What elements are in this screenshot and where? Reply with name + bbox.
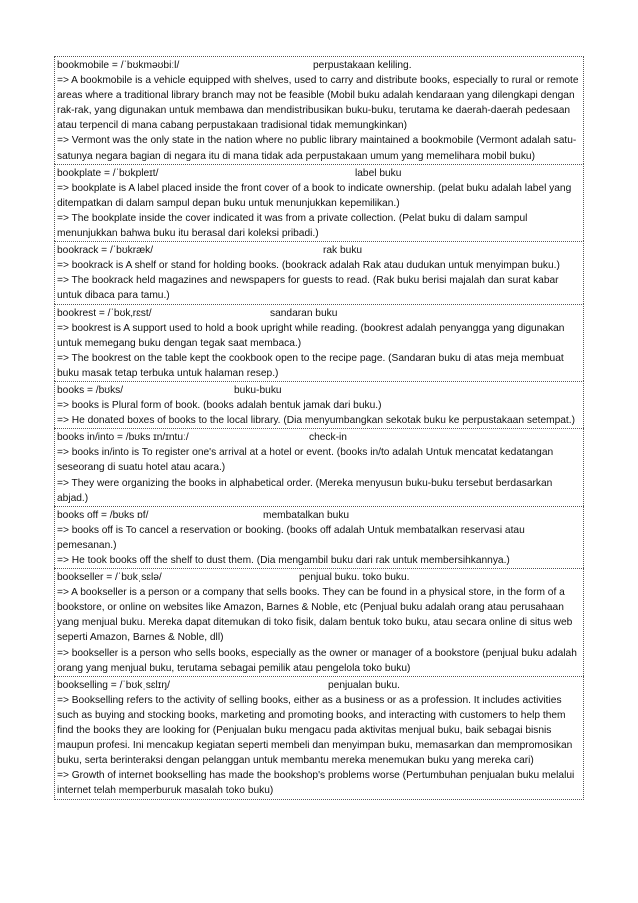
entry-term: bookseller = /ˈbʊkˌsɛlə/	[57, 572, 162, 584]
entry-example-line: => The bookrest on the table kept the cookbook open to the recipe page. (Sandaran buku di atas meja membuat buku masak tetap terbuka untuk halaman resep.)	[57, 352, 564, 379]
dictionary-entry	[54, 506, 584, 568]
entry-header	[57, 383, 581, 398]
entry-example-line: => Vermont was the only state in the nation where no public library maintained a bookmobile (Vermont adalah satu-satunya negara bagian di negara itu di mana tidak ada perpustakaan umum yang memelihara mobil buku)	[57, 135, 577, 162]
dictionary-entry	[54, 241, 584, 303]
entry-header	[57, 58, 581, 73]
dictionary-entry	[54, 381, 584, 428]
entry-example-line: => A bookmobile is a vehicle equipped with shelves, used to carry and distribute books, especially to rural or remote areas where a traditional library branch may not be feasible (Mobil buku adalah kendaraan yang dilengkapi dengan rak-rak, yang digunakan untuk membawa dan mendistribusikan buku-buku, terutama ke daerah-daerah pedesaan atau terpencil di mana cabang perpustakaan tradisional tidak memungkinkan)	[57, 75, 579, 132]
dictionary-entry	[54, 56, 584, 164]
entry-translation: perpustakaan keliling.	[313, 60, 412, 71]
entry-example-line: => bookrack is A shelf or stand for holding books. (bookrack adalah Rak atau dudukan untuk menyimpan buku.)	[57, 260, 560, 272]
entry-example-line: => books in/into is To register one's arrival at a hotel or event. (books in/to adalah Untuk mencatat kedatangan seseorang di suatu hotel atau acara.)	[57, 447, 554, 474]
entry-example-line: => He took books off the shelf to dust them. (Dia mengambil buku dari rak untuk membersihkannya.)	[57, 555, 510, 566]
entry-translation: rak buku	[323, 245, 363, 257]
entry-translation: buku-buku	[234, 384, 282, 396]
entry-header	[57, 166, 581, 181]
entry-translation: penjualan buku.	[328, 679, 400, 691]
entry-header	[57, 508, 581, 523]
entry-term: books in/into = /bʊks ɪn/ɪntuː/	[57, 432, 189, 444]
entry-header	[57, 430, 581, 445]
entry-example-line: => books off is To cancel a reservation or booking. (books off adalah Untuk membatalkan reservasi atau pemesanan.)	[57, 524, 525, 551]
entry-example-line: => The bookrack held magazines and newspapers for guests to read. (Rak buku berisi majalah dan surat kabar untuk dibaca para tamu.)	[57, 275, 559, 302]
dictionary-page	[54, 56, 584, 800]
dictionary-entry	[54, 568, 584, 676]
entry-example-line: => They were organizing the books in alphabetical order. (Mereka menyusun buku-buku tersebut berdasarkan abjad.)	[57, 477, 553, 504]
entry-header	[57, 243, 581, 258]
entry-example-line: => Bookselling refers to the activity of selling books, either as a business or as a profession. It includes activities such as buying and stocking books, marketing and promoting books, and interacting with customers to help them find the books they are looking for (Penjualan buku mengacu pada aktivitas menjual buku, baik sebagai bisnis maupun profesi. Ini mencakup kegiatan seperti membeli dan menyimpan buku, memasarkan dan mempromosikan buku, serta berinteraksi dengan pelanggan untuk membantu mereka menemukan buku yang mereka cari)	[57, 694, 573, 767]
entry-example-line: => The bookplate inside the cover indicated it was from a private collection. (Pelat buku di dalam sampul menunjukkan bahwa buku itu berasal dari koleksi pribadi.)	[57, 212, 528, 240]
entry-term: books off = /bʊks ɒf/	[57, 509, 149, 521]
entry-term: bookrack = /ˈbʊkræk/	[57, 245, 154, 257]
entry-header	[57, 570, 581, 585]
entry-translation: sandaran buku	[270, 307, 338, 319]
entry-header	[57, 306, 581, 321]
dictionary-entry	[54, 676, 584, 800]
entry-term: bookselling = /ˈbʊkˌsɛlɪŋ/	[57, 679, 170, 691]
dictionary-entry	[54, 164, 584, 241]
entry-example-line: => bookseller is a person who sells books, especially as the owner or manager of a bookstore (penjual buku adalah orang yang menjual buku, terutama sebagai pemilik atau pengelola toko buku)	[57, 647, 577, 674]
entry-term: books = /bʊks/	[57, 384, 124, 396]
entry-header	[57, 678, 581, 693]
entry-example-line: => A bookseller is a person or a company that sells books. They can be found in a physical store, in the form of a bookstore, or online on websites like Amazon, Barnes & Noble, etc (Penjual buku adalah orang atau perusahaan yang menjual buku. Mereka dapat ditemukan di toko fisik, dalam bentuk toko buku, atau secara online di situs web seperti Amazon, Barnes & Noble, dll)	[57, 587, 573, 644]
entry-term: bookmobile = /ˈbʊkməʊbiːl/	[57, 60, 180, 71]
entry-translation: membatalkan buku	[263, 509, 350, 521]
entry-translation: penjual buku. toko buku.	[299, 572, 410, 584]
entry-example-line: => Growth of internet bookselling has made the bookshop's problems worse (Pertumbuhan penjualan buku melalui internet telah memperburuk masalah toko buku)	[57, 770, 575, 797]
entry-term: bookplate = /ˈbʊkpleɪt/	[57, 167, 159, 179]
entry-translation: check-in	[309, 432, 347, 444]
entry-example-line: => bookrest is A support used to hold a book upright while reading. (bookrest adalah penyangga yang digunakan untuk memegang buku dengan tegak saat membaca.)	[57, 322, 565, 349]
entry-example-line: => He donated boxes of books to the local library. (Dia menyumbangkan sekotak buku ke perpustakaan setempat.)	[57, 415, 575, 427]
entry-term: bookrest = /ˈbʊk‚rɛst/	[57, 307, 152, 319]
entry-translation: label buku	[355, 167, 402, 179]
entry-example-line: => bookplate is A label placed inside the front cover of a book to indicate ownership. (pelat buku adalah label yang ditempatkan di dalam sampul depan buku untuk menunjukkan kepemilikan.)	[57, 182, 572, 209]
dictionary-entry	[54, 428, 584, 505]
dictionary-entry	[54, 304, 584, 381]
entry-example-line: => books is Plural form of book. (books adalah bentuk jamak dari buku.)	[57, 400, 382, 412]
